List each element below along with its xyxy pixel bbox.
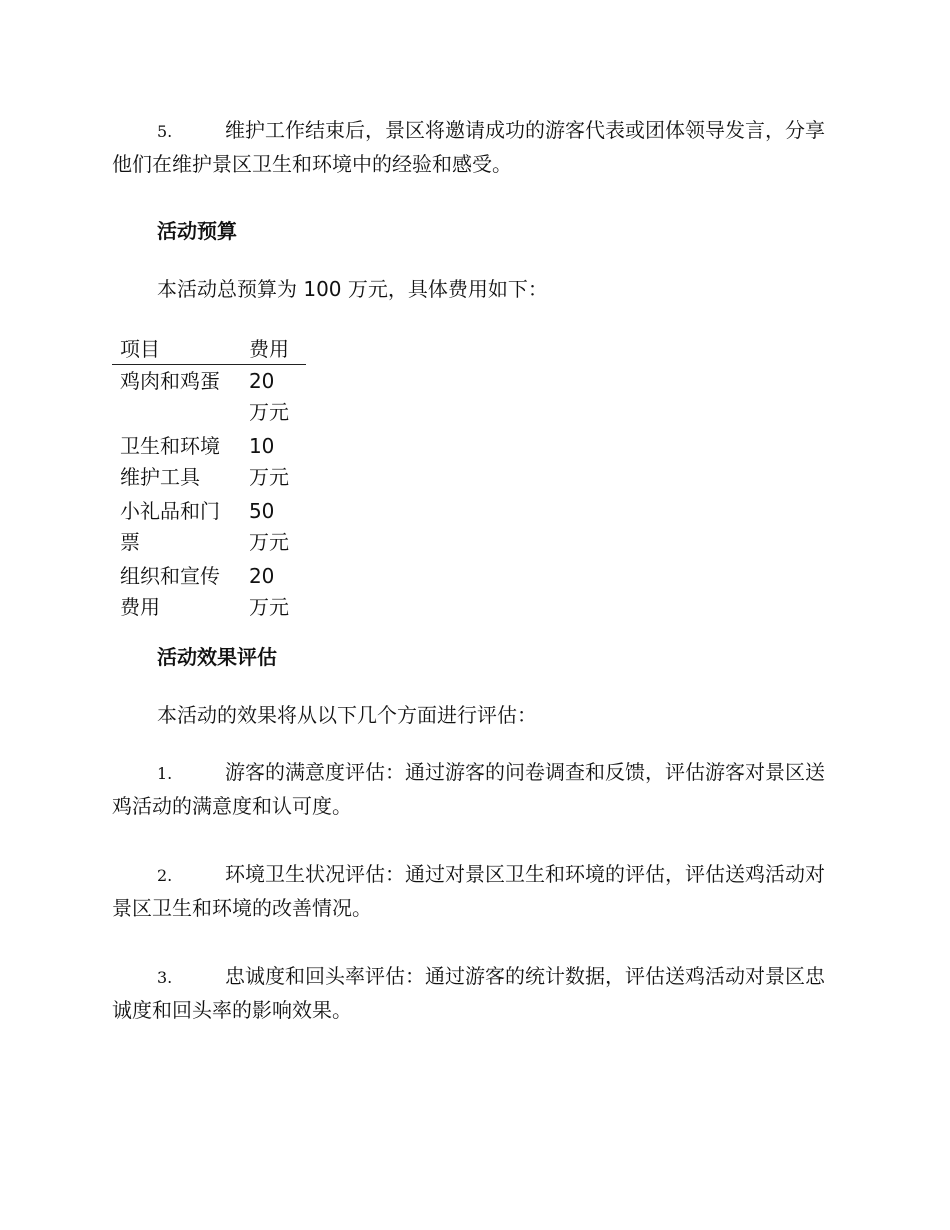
budget-table xyxy=(112,333,306,625)
step-5-number: 5. xyxy=(157,122,173,141)
budget-cost-cell: 20 万元 xyxy=(248,369,289,424)
budget-item-cell: 组织和宣传 费用 xyxy=(120,564,220,619)
evaluation-item-2-number: 2. xyxy=(157,866,173,885)
evaluation-item-3 xyxy=(112,960,837,1026)
budget-cost-cell: 50 万元 xyxy=(248,499,289,554)
budget-header-cost: 费用 xyxy=(241,333,306,365)
budget-intro: 本活动总预算为 100 万元，具体费用如下： xyxy=(157,277,548,301)
table-row xyxy=(112,365,306,431)
table-row xyxy=(112,430,306,495)
budget-item-cell: 卫生和环境 维护工具 xyxy=(120,434,220,489)
budget-item-cell: 鸡肉和鸡蛋 xyxy=(120,369,220,393)
evaluation-intro: 本活动的效果将从以下几个方面进行评估： xyxy=(157,703,537,727)
evaluation-item-3-text: 忠诚度和回头率评估：通过游客的统计数据，评估送鸡活动对景区忠诚度和回头率的影响效果。 xyxy=(112,964,825,1022)
budget-cost-cell: 20 万元 xyxy=(248,564,289,619)
evaluation-item-1 xyxy=(112,756,837,822)
budget-cost-cell: 10 万元 xyxy=(248,434,289,489)
table-row xyxy=(112,560,306,625)
evaluation-item-1-number: 1. xyxy=(157,764,173,783)
table-row xyxy=(112,495,306,560)
budget-table-header-row xyxy=(112,333,306,365)
evaluation-heading: 活动效果评估 xyxy=(157,645,277,669)
budget-item-cell: 小礼品和门 票 xyxy=(120,499,220,554)
step-5-paragraph xyxy=(112,114,837,180)
evaluation-item-1-text: 游客的满意度评估：通过游客的问卷调查和反馈，评估游客对景区送鸡活动的满意度和认可度。 xyxy=(112,760,825,818)
step-5-text: 维护工作结束后，景区将邀请成功的游客代表或团体领导发言，分享他们在维护景区卫生和环境中的经验和感受。 xyxy=(112,118,825,176)
evaluation-item-3-number: 3. xyxy=(157,968,173,987)
evaluation-item-2-text: 环境卫生状况评估：通过对景区卫生和环境的评估，评估送鸡活动对景区卫生和环境的改善情况。 xyxy=(112,862,825,920)
evaluation-item-2 xyxy=(112,858,837,924)
budget-heading: 活动预算 xyxy=(157,219,237,243)
budget-header-item: 项目 xyxy=(112,333,241,365)
